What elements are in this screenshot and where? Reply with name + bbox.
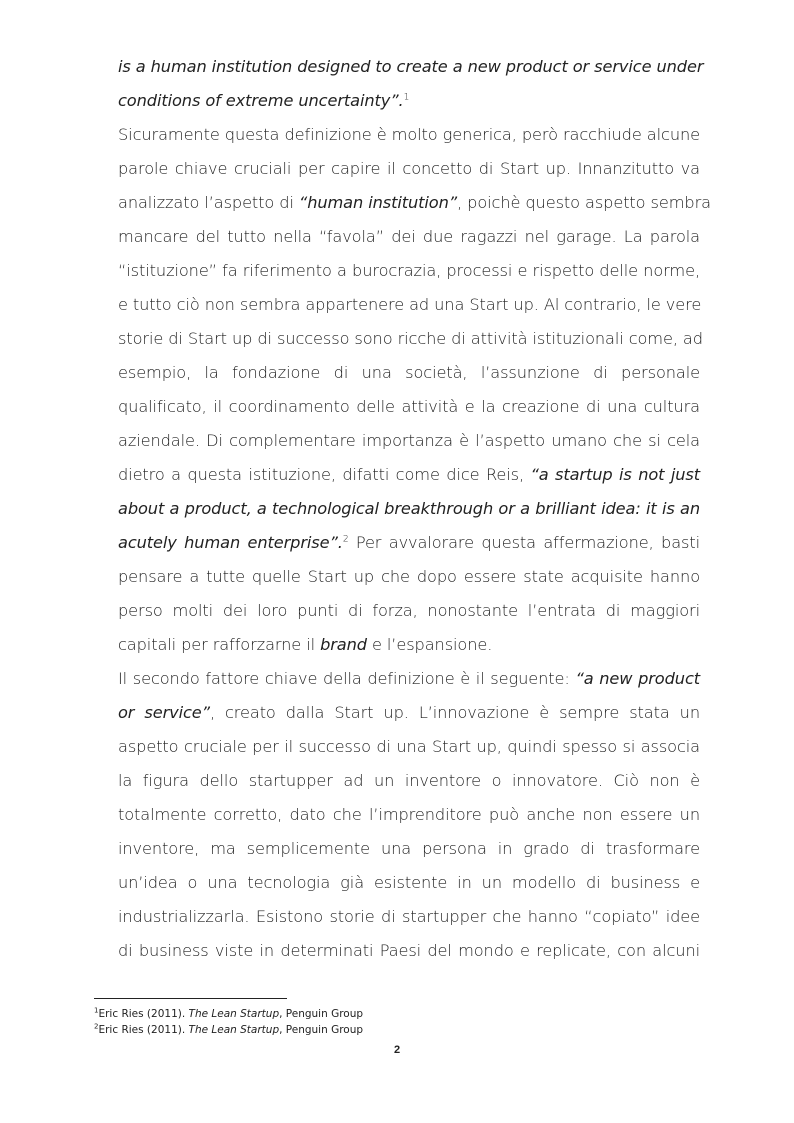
italic-text: is a human institution designed to create a new product or service under xyxy=(118,57,704,76)
italic-text: or service” xyxy=(118,703,210,722)
text-line xyxy=(118,254,700,288)
footnote-number: 1 xyxy=(94,1006,99,1015)
text-line xyxy=(118,50,703,84)
text-run: qualificato, il coordinamento delle attività e la creazione di una cultura xyxy=(118,397,700,416)
text-run: capitali per rafforzarne il xyxy=(118,635,321,654)
text-run: e tutto ciò non sembra appartenere ad una Start up. Al contrario, le vere xyxy=(118,295,702,314)
footnote-title: The Lean Startup xyxy=(188,1024,280,1036)
text-run: Il secondo fattore chiave della definizione è il seguente: xyxy=(118,669,576,688)
text-line xyxy=(118,526,700,560)
text-run: la figura dello startupper ad un inventore o innovatore. Ciò non è xyxy=(118,771,700,790)
text-run: perso molti dei loro punti di forza, nonostante l’entrata di maggiori xyxy=(118,601,700,620)
text-run: aspetto cruciale per il successo di una Start up, quindi spesso si associa xyxy=(118,737,700,756)
text-line xyxy=(118,730,700,764)
footnote-separator xyxy=(94,998,287,999)
italic-text: “human institution” xyxy=(298,193,458,212)
text-line xyxy=(118,186,711,220)
text-run: Sicuramente questa definizione è molto generica, però racchiude alcune xyxy=(118,125,700,144)
text-line xyxy=(118,220,700,254)
text-line xyxy=(118,594,700,628)
text-line xyxy=(118,900,700,934)
text-run: industrializzarla. Esistono storie di startupper che hanno “copiato” idee xyxy=(118,907,700,926)
page-number: 2 xyxy=(393,1044,401,1056)
footnote-reference: 1 xyxy=(403,92,410,103)
text-line xyxy=(118,458,700,492)
text-run: un’idea o una tecnologia già esistente in un modello di business e xyxy=(118,873,700,892)
text-run: Per avvalorare questa affermazione, basti xyxy=(348,533,701,552)
text-line xyxy=(118,390,700,424)
text-line xyxy=(118,798,700,832)
text-line xyxy=(118,152,700,186)
text-line xyxy=(118,866,700,900)
text-line xyxy=(118,934,700,968)
text-line xyxy=(118,560,700,594)
footnote-title: The Lean Startup xyxy=(188,1008,280,1020)
footnote-2 xyxy=(94,1024,363,1037)
text-run: parole chiave cruciali per capire il concetto di Start up. Innanzitutto va xyxy=(118,159,700,178)
text-run: “istituzione” fa riferimento a burocrazia, processi e rispetto delle norme, xyxy=(118,261,700,280)
footnote-prefix: Eric Ries (2011). xyxy=(98,1008,189,1020)
italic-text: acutely human enterprise”. xyxy=(118,533,343,552)
text-run: , poichè questo aspetto sembra xyxy=(457,193,711,212)
italic-text: “a startup is not just xyxy=(530,465,700,484)
text-run: dietro a questa istituzione, difatti come dice Reis, xyxy=(118,465,531,484)
text-run: aziendale. Di complementare importanza è l’aspetto umano che si cela xyxy=(118,431,700,450)
text-run: mancare del tutto nella “favola” dei due ragazzi nel garage. La parola xyxy=(118,227,700,246)
text-run: inventore, ma semplicemente una persona in grado di trasformare xyxy=(118,839,700,858)
italic-text: conditions of extreme uncertainty”. xyxy=(118,91,404,110)
text-line xyxy=(118,356,700,390)
footnote-prefix: Eric Ries (2011). xyxy=(98,1024,189,1036)
text-line xyxy=(118,696,700,730)
italic-text: about a product, a technological breakthrough or a brilliant idea: it is an xyxy=(118,499,700,518)
text-line xyxy=(118,628,492,662)
text-line xyxy=(118,288,700,322)
text-run: analizzato l’aspetto di xyxy=(118,193,299,212)
footnote-suffix: , Penguin Group xyxy=(279,1024,364,1036)
footnote-suffix: , Penguin Group xyxy=(279,1008,364,1020)
text-line xyxy=(118,84,409,118)
text-run: di business viste in determinati Paesi del mondo e replicate, con alcuni xyxy=(118,941,700,960)
text-line xyxy=(118,492,700,526)
footnote-number: 2 xyxy=(94,1022,99,1031)
text-line xyxy=(118,322,703,356)
text-run: , creato dalla Start up. L’innovazione è sempre stata un xyxy=(209,703,701,722)
footnote-1 xyxy=(94,1008,363,1021)
italic-text: “a new product xyxy=(575,669,700,688)
italic-text: brand xyxy=(320,635,367,654)
text-run: e l’espansione. xyxy=(366,635,493,654)
text-run: storie di Start up di successo sono ricche di attività istituzionali come, ad xyxy=(118,329,703,348)
text-run: pensare a tutte quelle Start up che dopo essere state acquisite hanno xyxy=(118,567,700,586)
text-run: totalmente corretto, dato che l’imprenditore può anche non essere un xyxy=(118,805,700,824)
text-line xyxy=(118,662,700,696)
text-line xyxy=(118,764,700,798)
text-line xyxy=(118,424,700,458)
text-run: esempio, la fondazione di una società, l’assunzione di personale xyxy=(118,363,700,382)
footnote-reference: 2 xyxy=(342,534,349,545)
text-line xyxy=(118,832,700,866)
text-line xyxy=(118,118,700,152)
